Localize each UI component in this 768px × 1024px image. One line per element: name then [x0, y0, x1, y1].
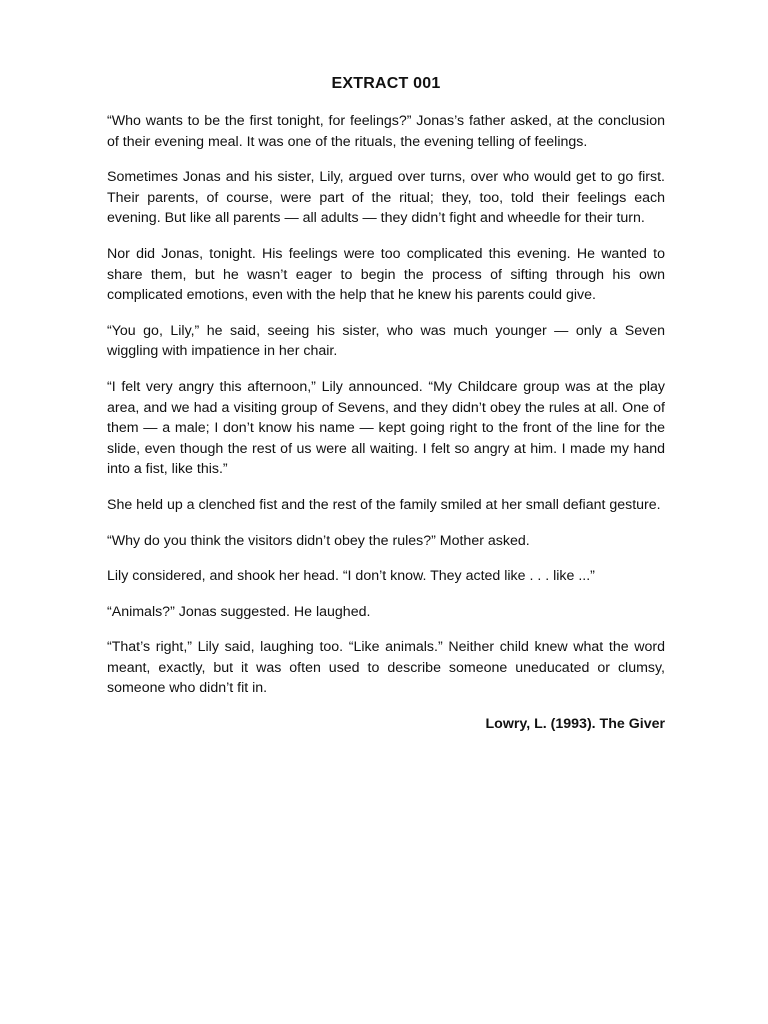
paragraph-3: Nor did Jonas, tonight. His feelings were too complicated this evening. He wanted to share them, but he wasn’t eager to begin the process of sifting through his own complicated emotions, even with the help that he knew his parents could give. [107, 245, 665, 304]
paragraph-4: “You go, Lily,” he said, seeing his sister, who was much younger — only a Seven wiggling with impatience in her chair. [107, 322, 665, 360]
document-page [107, 73, 665, 734]
paragraph-2: Sometimes Jonas and his sister, Lily, argued over turns, over who would get to go first. Their parents, of course, were part of the ritual; they, too, told their feelings each evening. But like all parents — all adults — they didn’t fight and wheedle for their turn. [107, 169, 665, 227]
paragraph-9: “Animals?” Jonas suggested. He laughed. [107, 603, 371, 620]
paragraph-6: She held up a clenched fist and the rest of the family smiled at her small defiant gesture. [107, 496, 661, 513]
paragraph-10: “That’s right,” Lily said, laughing too. “Like animals.” Neither child knew what the word meant, exactly, but it was often used to describe someone uneducated or clumsy, someone who didn’t fit in. [107, 639, 665, 697]
paragraph-8: Lily considered, and shook her head. “I don’t know. They acted like . . . like ...” [107, 568, 595, 585]
document-title: EXTRACT 001 [331, 75, 441, 92]
paragraph-5: “I felt very angry this afternoon,” Lily announced. “My Childcare group was at the play area, and we had a visiting group of Sevens, and they didn’t obey the rules at all. One of them — a male; I don’t know his name — kept going right to the front of the line for the slide, even though the rest of us were all waiting. I felt so angry at him. I made my hand into a fist, like this.” [107, 378, 665, 478]
paragraph-7: “Why do you think the visitors didn’t obey the rules?” Mother asked. [107, 532, 530, 549]
paragraph-1: “Who wants to be the first tonight, for feelings?” Jonas’s father asked, at the conclusion of their evening meal. It was one of the rituals, the evening telling of feelings. [107, 113, 665, 150]
citation: Lowry, L. (1993). The Giver [485, 716, 665, 733]
